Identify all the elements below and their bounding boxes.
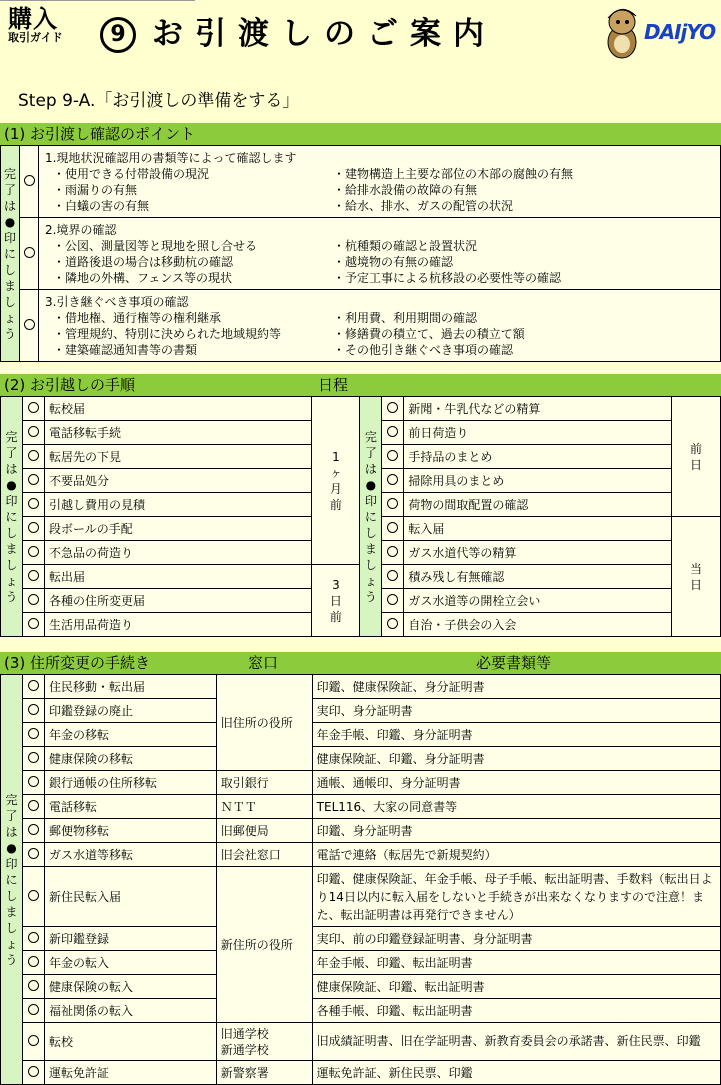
section1-table xyxy=(0,145,721,362)
check-point: ・道路後退の場合は移動杭の確認 xyxy=(53,254,234,269)
check-point: ・越境物の有無の確認 xyxy=(333,254,454,269)
circle-icon xyxy=(387,498,398,509)
procedure-item: 健康保険の移転 xyxy=(44,747,216,771)
checkbox[interactable] xyxy=(20,290,39,362)
moving-task: ガス水道等の開栓立会い xyxy=(404,589,672,613)
checkbox[interactable] xyxy=(22,675,44,699)
checkbox[interactable] xyxy=(22,867,44,927)
section2-title: (2) お引越しの手順 xyxy=(4,376,136,394)
procedure-item: 運転免許証 xyxy=(44,1061,216,1085)
check-heading: 3.引き継ぐべき事項の確認 xyxy=(45,294,189,309)
required-docs: 年金手帳、印鑑、転出証明書 xyxy=(312,951,720,975)
circle-icon xyxy=(387,594,398,605)
circle-icon xyxy=(28,474,39,485)
circle-icon xyxy=(28,980,39,991)
circle-icon xyxy=(28,618,39,629)
moving-task: 積み残し有無確認 xyxy=(404,565,672,589)
checkbox[interactable] xyxy=(382,541,404,565)
procedure-item: 電話移転 xyxy=(44,795,216,819)
moving-task: 不急品の荷造り xyxy=(44,541,312,565)
procedure-item: 新住民転入届 xyxy=(44,867,216,927)
office-window: 新警察署 xyxy=(216,1061,312,1085)
circle-icon xyxy=(28,728,39,739)
section1-title: (1) お引渡し確認のポイント xyxy=(4,125,196,143)
office-window: 旧会社窓口 xyxy=(216,843,312,867)
circle-icon xyxy=(28,800,39,811)
check-point: ・給水、排水、ガスの配管の状況 xyxy=(333,198,514,213)
required-docs: 通帳、通帳印、身分証明書 xyxy=(312,771,720,795)
procedure-item: 健康保険の転入 xyxy=(44,975,216,999)
checkbox[interactable] xyxy=(22,397,44,421)
checkbox[interactable] xyxy=(382,445,404,469)
checkbox[interactable] xyxy=(22,565,44,589)
logo-text: DAIjYO xyxy=(644,20,716,44)
moving-task: 前日荷造り xyxy=(404,421,672,445)
brand-subtitle: 取引ガイド xyxy=(8,31,63,44)
required-docs: 電話で連絡（転居先で新規契約） xyxy=(312,843,720,867)
required-docs: 年金手帳、印鑑、身分証明書 xyxy=(312,723,720,747)
procedure-item: ガス水道等移転 xyxy=(44,843,216,867)
required-docs: 健康保険証、印鑑、転出証明書 xyxy=(312,975,720,999)
checkbox[interactable] xyxy=(22,951,44,975)
required-docs: 実印、前の印鑑登録証明書、身分証明書 xyxy=(312,927,720,951)
header-rule xyxy=(0,0,195,1)
step-title: Step 9-A.「お引渡しの準備をする」 xyxy=(18,91,300,111)
table-row xyxy=(1,290,721,362)
checkbox[interactable] xyxy=(22,699,44,723)
checkbox[interactable] xyxy=(382,589,404,613)
circle-icon xyxy=(28,680,39,691)
checkbox[interactable] xyxy=(22,819,44,843)
checkbox[interactable] xyxy=(22,795,44,819)
moving-task: ガス水道代等の精算 xyxy=(404,541,672,565)
check-block xyxy=(39,146,721,218)
procedure-item: 住民移動・転出届 xyxy=(44,675,216,699)
check-point: ・建物構造上主要な部位の木部の腐蝕の有無 xyxy=(333,166,574,181)
checkbox[interactable] xyxy=(22,927,44,951)
checkbox[interactable] xyxy=(22,1023,44,1061)
checkbox[interactable] xyxy=(382,397,404,421)
moving-task: 引越し費用の見積 xyxy=(44,493,312,517)
table-row xyxy=(1,146,721,218)
circle-icon xyxy=(28,498,39,509)
check-point: ・白蟻の害の有無 xyxy=(53,198,150,213)
period-label: 3日前 xyxy=(312,565,360,637)
required-docs: 旧成績証明書、旧在学証明書、新教育委員会の承諾書、新住民票、印鑑 xyxy=(312,1023,720,1061)
office-window-old-school: 旧通学校 xyxy=(220,1026,269,1041)
checkbox[interactable] xyxy=(22,541,44,565)
check-point: ・修繕費の積立て、過去の積立て額 xyxy=(333,326,525,341)
procedure-item: 銀行通帳の住所移転 xyxy=(44,771,216,795)
circle-icon xyxy=(28,848,39,859)
checkbox[interactable] xyxy=(382,517,404,541)
moving-task: 新聞・牛乳代などの精算 xyxy=(404,397,672,421)
circle-icon xyxy=(387,426,398,437)
moving-task: 掃除用具のまとめ xyxy=(404,469,672,493)
moving-task: 転入届 xyxy=(404,517,672,541)
checkbox[interactable] xyxy=(22,445,44,469)
checkbox[interactable] xyxy=(382,421,404,445)
check-point: ・管理規約、特別に決められた地域規約等 xyxy=(53,326,282,341)
required-docs: 印鑑、健康保険証、年金手帳、母子手帳、転出証明書、手数料（転出日より14日以内に転入届をしないと手続きが出来なくなりますので注意！また、転出証明書は再発行できません） xyxy=(312,867,720,927)
completion-note: 完了は●印にしましょう xyxy=(1,675,23,1085)
office-window xyxy=(216,1023,312,1061)
procedure-item: 年金の転入 xyxy=(44,951,216,975)
circle-icon xyxy=(28,594,39,605)
required-docs: 印鑑、健康保険証、身分証明書 xyxy=(312,675,720,699)
brand xyxy=(8,6,63,44)
circle-icon xyxy=(387,570,398,581)
circle-icon xyxy=(28,522,39,533)
moving-task: 不要品処分 xyxy=(44,469,312,493)
period-label: 当日 xyxy=(672,517,721,637)
check-point: ・利用費、利用期間の確認 xyxy=(333,310,478,325)
required-docs: 印鑑、身分証明書 xyxy=(312,819,720,843)
required-docs: 運転免許証、新住民票、印鑑 xyxy=(312,1061,720,1085)
chapter-number: 9 xyxy=(100,17,136,53)
check-point: ・借地権、通行権等の権利継承 xyxy=(53,310,222,325)
moving-task: 段ボールの手配 xyxy=(44,517,312,541)
office-window: 取引銀行 xyxy=(216,771,312,795)
page-title-text: お引渡しのご案内 xyxy=(152,16,496,52)
procedure-item: 新印鑑登録 xyxy=(44,927,216,951)
moving-task: 手持品のまとめ xyxy=(404,445,672,469)
required-docs: TEL116、大家の同意書等 xyxy=(312,795,720,819)
circle-icon xyxy=(28,776,39,787)
office-window: 旧住所の役所 xyxy=(216,675,312,771)
circle-icon xyxy=(28,932,39,943)
office-window: ＮＴＴ xyxy=(216,795,312,819)
checkbox[interactable] xyxy=(22,771,44,795)
circle-icon xyxy=(28,1035,39,1046)
moving-task: 転出届 xyxy=(44,565,312,589)
checkbox[interactable] xyxy=(22,613,44,637)
check-point: ・使用できる付帯設備の現況 xyxy=(53,166,210,181)
section3-table xyxy=(0,674,721,1085)
procedure-item: 年金の移転 xyxy=(44,723,216,747)
circle-icon xyxy=(387,402,398,413)
circle-icon xyxy=(28,450,39,461)
circle-icon xyxy=(28,1066,39,1077)
section2-table xyxy=(0,396,721,637)
checkbox[interactable] xyxy=(22,493,44,517)
checkbox[interactable] xyxy=(22,843,44,867)
circle-icon xyxy=(387,618,398,629)
completion-note: 完了は●印にしましょう xyxy=(1,397,23,637)
required-docs: 実印、身分証明書 xyxy=(312,699,720,723)
check-point: ・杭種類の確認と設置状況 xyxy=(333,238,478,253)
checkbox[interactable] xyxy=(20,146,39,218)
procedure-item: 郵便物移転 xyxy=(44,819,216,843)
checkbox[interactable] xyxy=(22,589,44,613)
completion-note: 完了は●印にしましょう xyxy=(1,146,20,362)
page-header xyxy=(0,0,721,66)
section3-title: (3) 住所変更の手続き xyxy=(4,654,151,672)
completion-note: 完了は●印にしましょう xyxy=(360,397,382,637)
check-point: ・雨漏りの有無 xyxy=(53,182,138,197)
moving-task: 生活用品荷造り xyxy=(44,613,312,637)
circle-icon xyxy=(24,319,35,330)
required-docs: 健康保険証、印鑑、身分証明書 xyxy=(312,747,720,771)
checkbox[interactable] xyxy=(22,975,44,999)
period-label: 前日 xyxy=(672,397,721,517)
checkbox[interactable] xyxy=(382,565,404,589)
required-docs: 各種手帳、印鑑、転出証明書 xyxy=(312,999,720,1023)
circle-icon xyxy=(28,402,39,413)
circle-icon xyxy=(387,474,398,485)
circle-icon xyxy=(28,824,39,835)
checkbox[interactable] xyxy=(22,517,44,541)
office-window: 旧郵便局 xyxy=(216,819,312,843)
circle-icon xyxy=(387,546,398,557)
circle-icon xyxy=(28,956,39,967)
section2-header xyxy=(0,374,721,396)
checkbox[interactable] xyxy=(22,723,44,747)
circle-icon xyxy=(28,1004,39,1015)
check-point: ・隣地の外構、フェンス等の現状 xyxy=(53,270,233,285)
checkbox[interactable] xyxy=(382,493,404,517)
circle-icon xyxy=(28,704,39,715)
check-heading: 1.現地状況確認用の書類等によって確認します xyxy=(45,150,297,165)
procedure-item: 印鑑登録の廃止 xyxy=(44,699,216,723)
check-point: ・公図、測量図等と現地を照し合せる xyxy=(53,238,258,253)
checkbox[interactable] xyxy=(382,469,404,493)
checkbox[interactable] xyxy=(22,421,44,445)
company-logo xyxy=(600,4,718,60)
checkbox[interactable] xyxy=(382,613,404,637)
window-column-label: 窓口 xyxy=(248,654,279,672)
check-point: ・給排水設備の故障の有無 xyxy=(333,182,478,197)
table-row xyxy=(1,218,721,290)
checkbox[interactable] xyxy=(20,218,39,290)
section3-header xyxy=(0,652,721,674)
checkbox[interactable] xyxy=(22,999,44,1023)
circle-icon xyxy=(387,522,398,533)
moving-task: 自治・子供会の入会 xyxy=(404,613,672,637)
docs-column-label: 必要書類等 xyxy=(476,654,552,672)
checkbox[interactable] xyxy=(22,747,44,771)
check-point: ・その他引き継ぐべき事項の確認 xyxy=(333,342,514,357)
office-window-new-school: 新通学校 xyxy=(220,1042,269,1057)
circle-icon xyxy=(28,570,39,581)
schedule-label: 日程 xyxy=(318,376,349,394)
circle-icon xyxy=(28,752,39,763)
procedure-item: 転校 xyxy=(44,1023,216,1061)
circle-icon xyxy=(387,450,398,461)
circle-icon xyxy=(28,890,39,901)
check-point: ・予定工事による杭移設の必要性等の確認 xyxy=(333,270,562,285)
moving-task: 転校届 xyxy=(44,397,312,421)
moving-task: 各種の住所変更届 xyxy=(44,589,312,613)
check-point: ・建築確認通知書等の書類 xyxy=(53,342,198,357)
office-window: 新住所の役所 xyxy=(216,867,312,1023)
page-title xyxy=(100,8,496,53)
circle-icon xyxy=(24,247,35,258)
circle-icon xyxy=(28,546,39,557)
period-label: 1ヶ月前 xyxy=(312,397,360,565)
check-heading: 2.境界の確認 xyxy=(45,222,117,237)
moving-task: 電話移転手続 xyxy=(44,421,312,445)
check-block xyxy=(39,218,721,290)
check-block xyxy=(39,290,721,362)
section1-header xyxy=(0,123,721,145)
brand-title: 購入 xyxy=(8,5,58,33)
checkbox[interactable] xyxy=(22,469,44,493)
moving-task: 転居先の下見 xyxy=(44,445,312,469)
circle-icon xyxy=(24,175,35,186)
mascot-icon xyxy=(600,4,646,60)
procedure-item: 福祉関係の転入 xyxy=(44,999,216,1023)
moving-task: 荷物の間取配置の確認 xyxy=(404,493,672,517)
circle-icon xyxy=(28,426,39,437)
